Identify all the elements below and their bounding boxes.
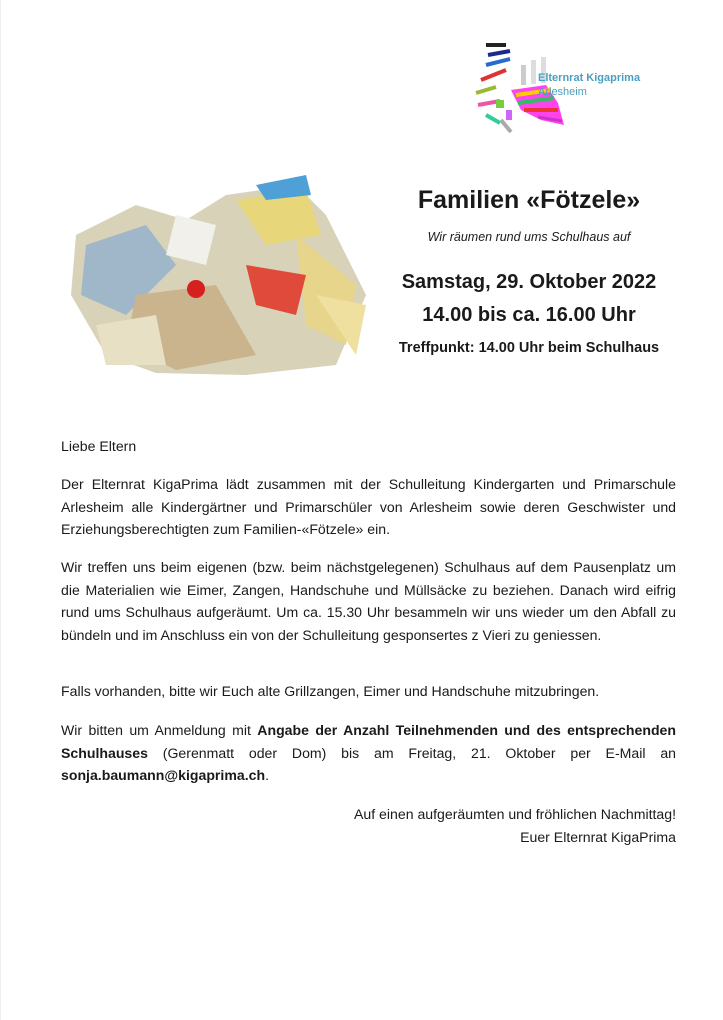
logo-text bbox=[538, 71, 640, 99]
greeting: Liebe Eltern bbox=[61, 438, 137, 454]
email-link[interactable]: sonja.baumann@kigaprima.ch bbox=[61, 767, 266, 783]
paragraph-invitation: Der Elternrat KigaPrima lädt zusammen mit der Schulleitung Kindergarten und Primarschule Arlesheim alle Kindergärtner und Primarschüler von Arlesheim sowie deren Geschwister und Erziehungsberechtigten zum Familien-«Fötzele» ein. bbox=[61, 476, 676, 537]
litter-pile-image bbox=[66, 175, 378, 380]
signature: Euer Elternrat KigaPrima bbox=[520, 828, 676, 845]
paragraph-details: Wir treffen uns beim eigenen (bzw. beim nächstgelegenen) Schulhaus auf dem Pausenplatz um die Materialien wie Eimer, Zangen, Handschuhe und Müllsäcke zu beziehen. Danach wird eifrig rund ums Schulhaus aufgeräumt. Um ca. 15.30 Uhr besammeln wir uns wieder um den Abfall zu bündeln und im Anschluss ein von der Schulleitung gesponsertes z Vieri zu geniessen. bbox=[61, 559, 676, 643]
paragraph-bring: Falls vorhanden, bitte wir Euch alte Grillzangen, Eimer und Handschuhe mitzubringen. bbox=[61, 683, 600, 699]
logo-place: Arlesheim bbox=[538, 86, 587, 98]
closing-line: Auf einen aufgeräumten und fröhlichen Nachmittag! bbox=[353, 806, 676, 822]
logo-name: Elternrat Kigaprima bbox=[538, 72, 641, 84]
closing bbox=[261, 803, 676, 848]
event-subtitle: Wir räumen rund ums Schulhaus auf bbox=[427, 230, 631, 244]
reg-text-1: Wir bitten um Anmeldung mit bbox=[61, 722, 258, 738]
reg-end: . bbox=[265, 767, 269, 783]
event-time: 14.00 bis ca. 16.00 Uhr bbox=[422, 304, 636, 326]
event-title: Familien «Fötzele» bbox=[417, 186, 641, 214]
paragraph-registration bbox=[61, 719, 676, 787]
event-date: Samstag, 29. Oktober 2022 bbox=[401, 271, 657, 293]
meeting-point: Treffpunkt: 14.00 Uhr beim Schulhaus bbox=[398, 340, 660, 356]
event-datetime bbox=[384, 266, 674, 332]
reg-bold: Angabe der Anzahl Teilnehmenden und des entsprechenden Schulhauses bbox=[61, 722, 676, 761]
reg-text-2: (Gerenmatt oder Dom) bis am Freitag, 21. Oktober per E-Mail an bbox=[147, 744, 676, 761]
